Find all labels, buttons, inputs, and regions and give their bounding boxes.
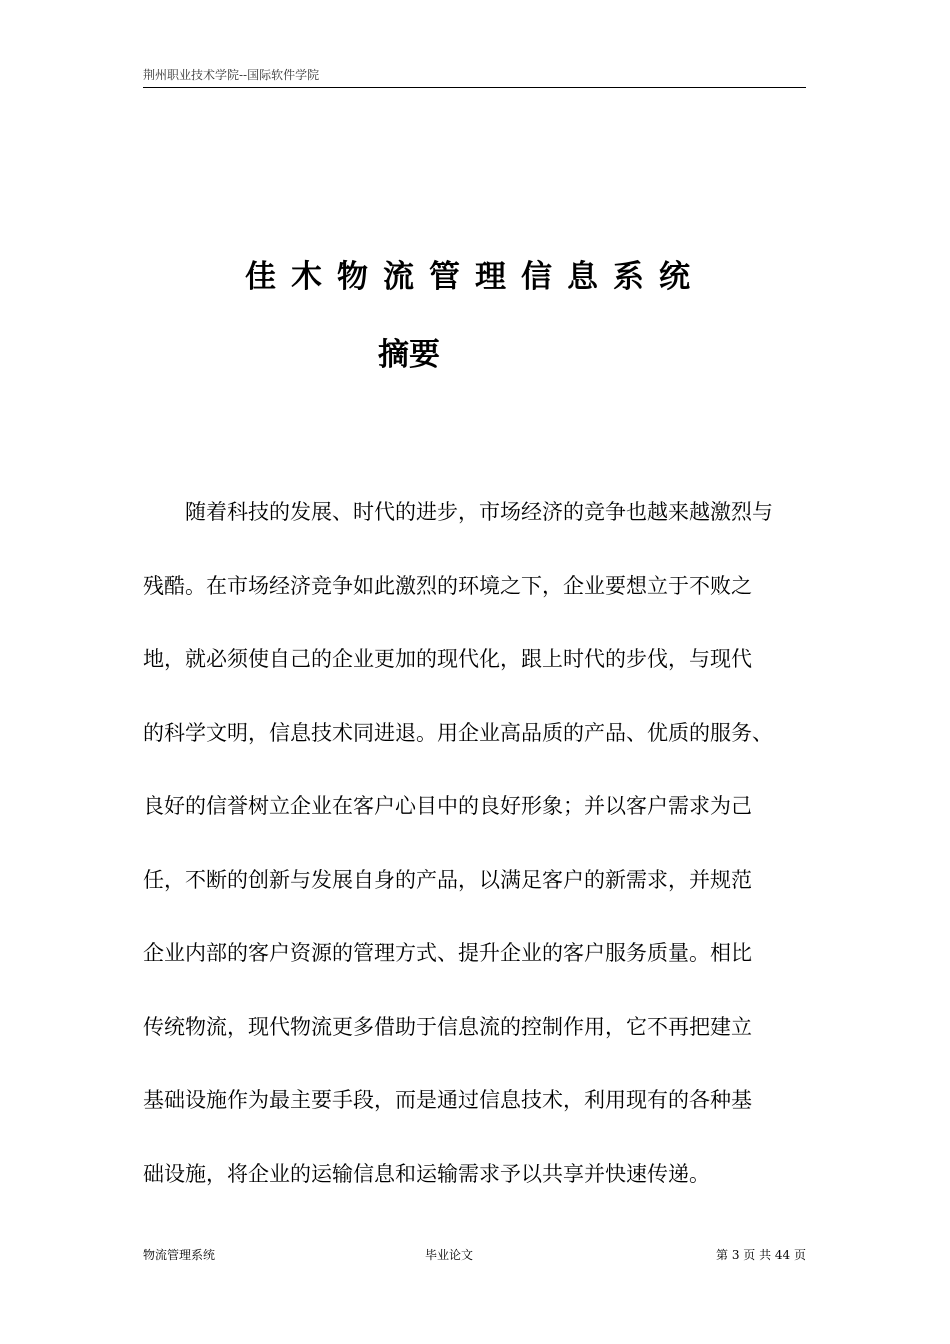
abstract-line: 传统物流，现代物流更多借助于信息流的控制作用，它不再把建立 xyxy=(143,1014,752,1039)
abstract-line: 残酷。在市场经济竞争如此激烈的环境之下，企业要想立于不败之 xyxy=(143,573,752,598)
document-title: 佳木物流管理信息系统 xyxy=(245,259,705,295)
abstract-line: 础设施，将企业的运输信息和运输需求予以共享并快速传递。 xyxy=(143,1161,710,1186)
page-footer xyxy=(143,1246,806,1264)
abstract-line: 地，就必须使自己的企业更加的现代化，跟上时代的步伐，与现代 xyxy=(143,647,752,671)
abstract-line: 随着科技的发展、时代的进步，市场经济的竞争也越来越激烈与 xyxy=(185,500,773,524)
abstract-line: 良好的信誉树立企业在客户心目中的良好形象；并以客户需求为己 xyxy=(143,794,752,818)
abstract-line: 企业内部的客户资源的管理方式、提升企业的客户服务质量。相比 xyxy=(143,941,752,965)
page-number: 第 3 页 共 44 页 xyxy=(716,1248,806,1262)
running-header xyxy=(143,67,806,88)
footer-left-text: 物流管理系统 xyxy=(143,1248,216,1262)
abstract-line: 任，不断的创新与发展自身的产品，以满足客户的新需求，并规范 xyxy=(143,867,752,892)
header-institution: 荆州职业技术学院--国际软件学院 xyxy=(143,68,320,82)
abstract-body xyxy=(143,495,808,1230)
abstract-heading: 摘要 xyxy=(378,337,440,373)
abstract-line: 基础设施作为最主要手段，而是通过信息技术，利用现有的各种基 xyxy=(143,1088,752,1112)
abstract-line: 的科学文明，信息技术同进退。用企业高品质的产品、优质的服务、 xyxy=(143,720,773,745)
footer-center-text: 毕业论文 xyxy=(425,1248,474,1262)
